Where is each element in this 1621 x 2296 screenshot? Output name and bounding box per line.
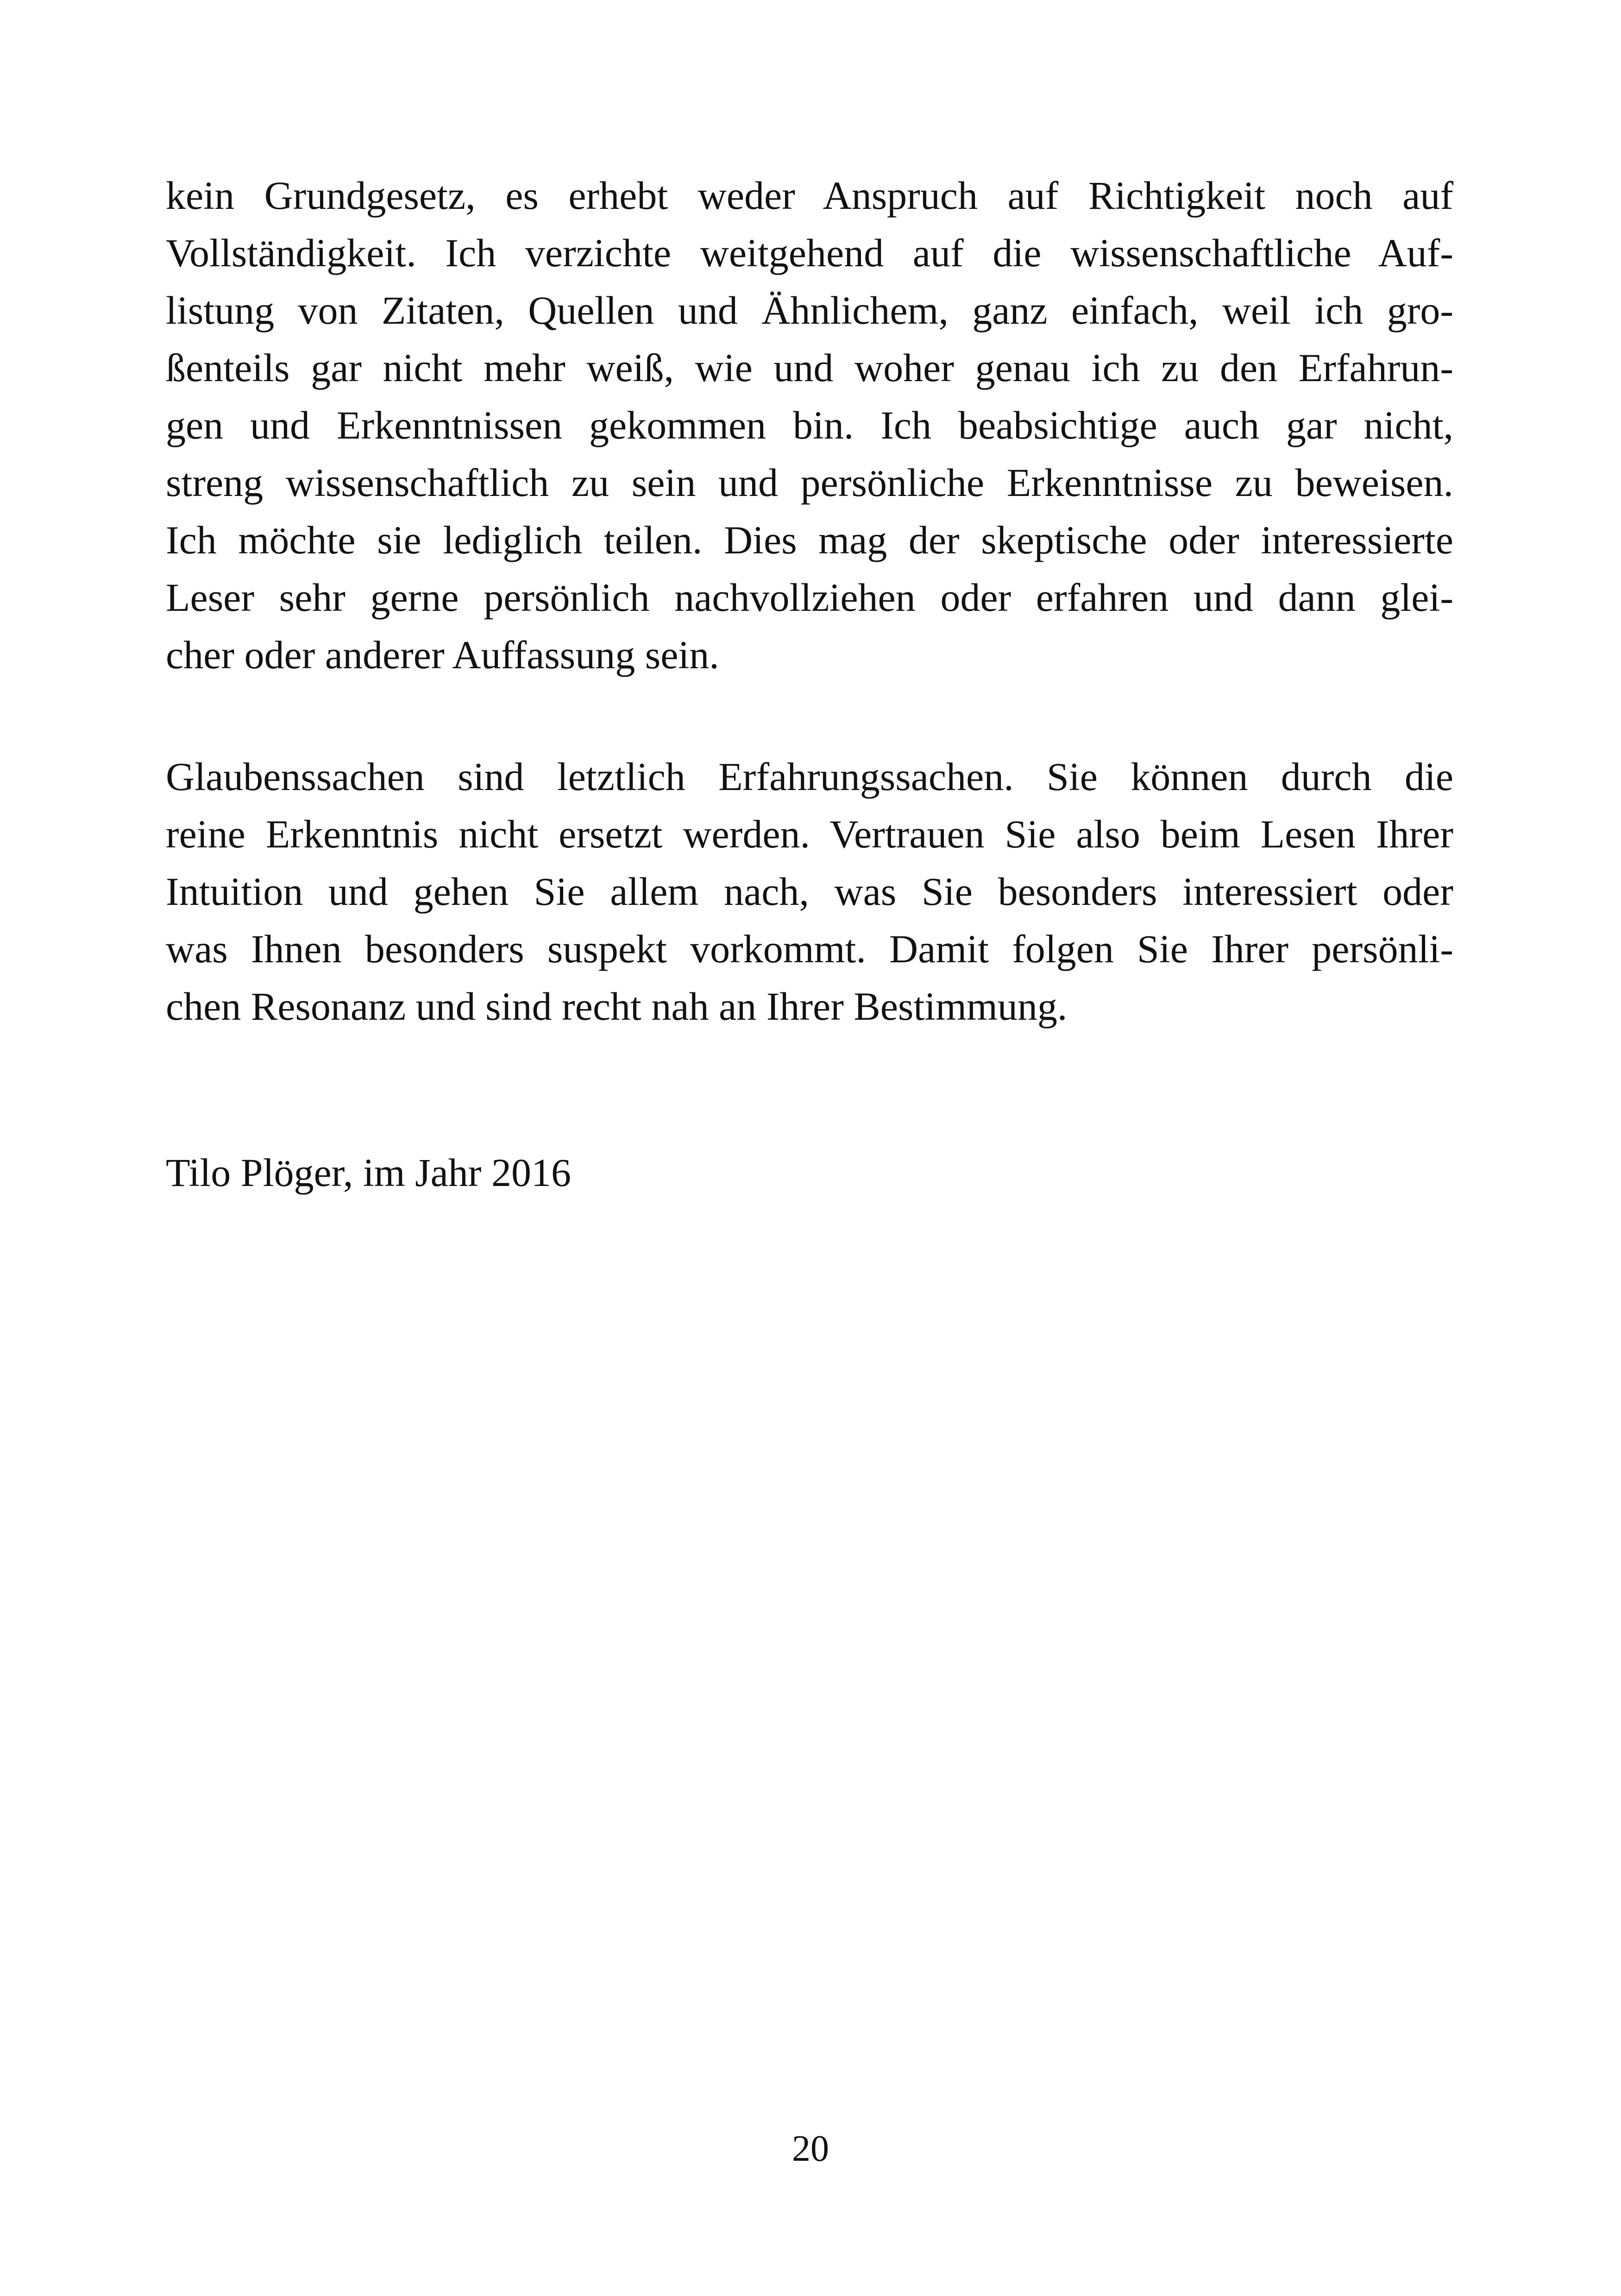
- paragraph-line: kein Grundgesetz, es erhebt weder Anspruch auf Richtigkeit noch auf: [166, 173, 1453, 218]
- paragraph-line: streng wissenschaftlich zu sein und persönliche Erkenntnisse zu beweisen.: [166, 460, 1453, 505]
- paragraph-2: [166, 748, 1453, 1035]
- paragraph-line: Leser sehr gerne persönlich nachvollziehen oder erfahren und dann glei-: [166, 575, 1453, 620]
- paragraph-line: reine Erkenntnis nicht ersetzt werden. Vertrauen Sie also beim Lesen Ihrer: [166, 812, 1453, 856]
- author-signature-line: Tilo Plöger, im Jahr 2016: [166, 1150, 571, 1195]
- paragraph-line: chen Resonanz und sind recht nah an Ihrer Bestimmung.: [166, 984, 1068, 1029]
- paragraph-line: was Ihnen besonders suspekt vorkommt. Damit folgen Sie Ihrer persönli-: [166, 927, 1453, 971]
- paragraph-line: Vollständigkeit. Ich verzichte weitgehend auf die wissenschaftliche Auf-: [166, 231, 1453, 275]
- page-number: 20: [792, 2128, 829, 2169]
- paragraph-line: cher oder anderer Auffassung sein.: [166, 633, 719, 677]
- paragraph-line: listung von Zitaten, Quellen und Ähnlichem, ganz einfach, weil ich gro-: [166, 288, 1453, 332]
- paragraph-line: gen und Erkenntnissen gekommen bin. Ich beabsichtige auch gar nicht,: [166, 403, 1453, 447]
- paragraph-1: [166, 167, 1453, 684]
- paragraph-line: Glaubenssachen sind letztlich Erfahrungssachen. Sie können durch die: [166, 754, 1453, 799]
- paragraph-line: ßenteils gar nicht mehr weiß, wie und woher genau ich zu den Erfahrun-: [166, 345, 1453, 390]
- paragraph-line: Ich möchte sie lediglich teilen. Dies mag der skeptische oder interessierte: [166, 518, 1453, 562]
- paragraph-line: Intuition und gehen Sie allem nach, was Sie besonders interessiert oder: [166, 869, 1453, 914]
